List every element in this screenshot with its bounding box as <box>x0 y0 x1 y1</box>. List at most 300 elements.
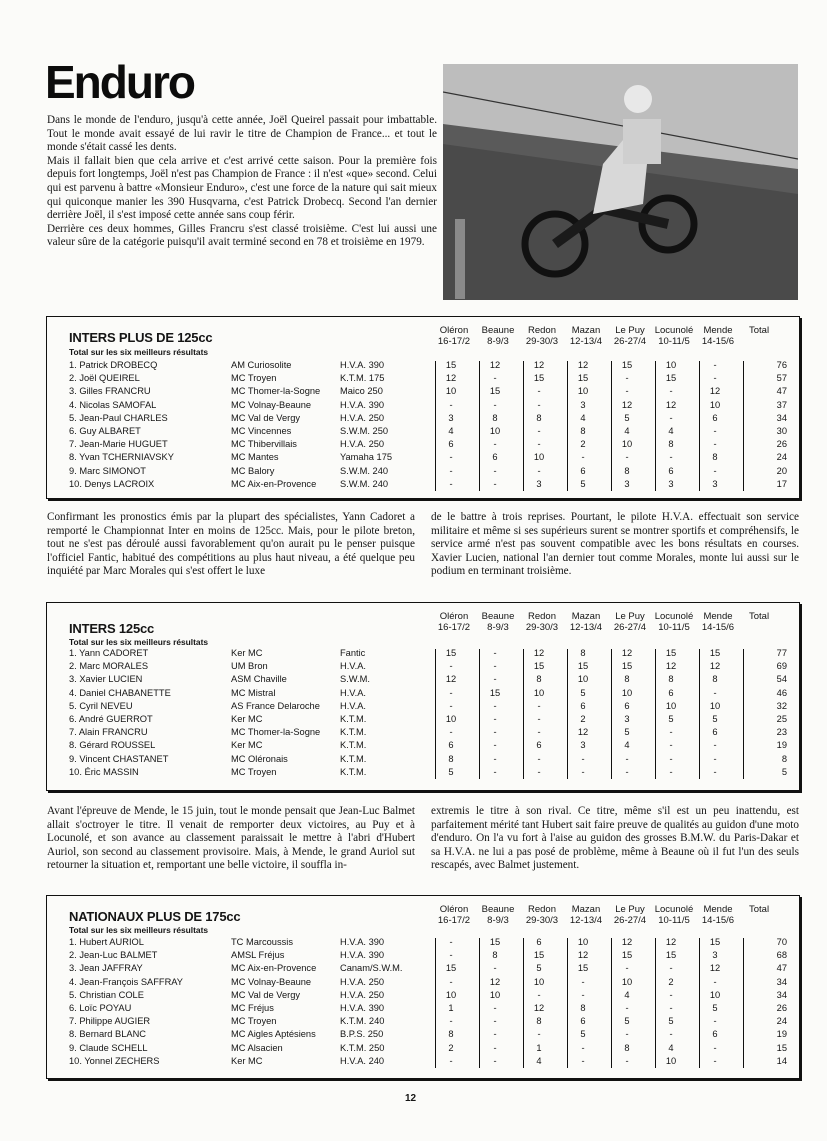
article-text-1 <box>47 511 799 579</box>
event-points: 12 <box>445 373 457 384</box>
total-points: 15 <box>776 1042 787 1053</box>
column-divider <box>523 361 524 491</box>
table-row <box>47 990 799 1003</box>
event-points: 4 <box>536 1055 542 1066</box>
motorcycle: S.W.M. 250 <box>340 426 389 436</box>
event-points: 4 <box>624 426 630 436</box>
total-points: 54 <box>776 674 787 685</box>
intro-text <box>47 114 437 250</box>
event-points: - <box>449 452 453 463</box>
total-points: 23 <box>776 727 787 738</box>
event-points: 12 <box>577 360 589 370</box>
column-divider <box>655 649 656 779</box>
event-points: 12 <box>665 399 677 410</box>
motorcycle: Fantic <box>340 648 366 658</box>
event-points: 3 <box>536 478 542 489</box>
event-points: 5 <box>624 412 630 423</box>
event-points: 15 <box>445 963 457 974</box>
event-points: 1 <box>536 1042 542 1053</box>
event-points: 2 <box>448 1042 454 1053</box>
event-points: 10 <box>621 439 633 450</box>
event-name: Mende <box>703 611 733 622</box>
rider-name: 5. Cyril NEVEU <box>69 700 133 711</box>
event-points: 8 <box>536 412 542 423</box>
total-points: 30 <box>776 426 787 436</box>
rider-name: 5. Jean-Paul CHARLES <box>69 412 168 423</box>
event-points: 6 <box>448 740 454 751</box>
event-points: - <box>669 452 673 463</box>
event-points: - <box>493 1003 497 1013</box>
results-table-inters-125 <box>46 602 800 791</box>
event-points: - <box>493 478 497 489</box>
total-header: Total <box>749 325 770 336</box>
event-points: - <box>493 661 497 672</box>
event-date: 8-9/3 <box>487 915 509 926</box>
event-points: - <box>669 989 673 1000</box>
event-points: - <box>713 360 717 370</box>
event-points: 8 <box>448 1029 454 1040</box>
rider-name: 7. Philippe AUGIER <box>69 1016 151 1027</box>
event-points: 8 <box>580 1003 586 1013</box>
club-name: MC Troyen <box>231 766 277 777</box>
event-points: 8 <box>624 674 630 685</box>
event-points: - <box>625 373 629 384</box>
event-points: 10 <box>577 386 589 397</box>
motorcycle: H.V.A. 390 <box>340 360 385 370</box>
event-date: 10-11/5 <box>658 336 690 347</box>
motorcycle: K.T.M. 250 <box>340 1042 385 1053</box>
table-row <box>47 963 799 976</box>
event-name: Le Puy <box>615 325 645 336</box>
event-points: - <box>493 465 497 476</box>
column-header <box>561 904 611 926</box>
event-points: 10 <box>533 976 545 987</box>
column-header <box>473 325 523 347</box>
event-date: 8-9/3 <box>487 336 509 347</box>
club-name: Ker MC <box>231 740 263 751</box>
event-points: - <box>449 700 453 711</box>
total-points: 24 <box>776 452 787 463</box>
rider-name: 9. Vincent CHASTANET <box>69 753 169 764</box>
paragraph: extremis le titre à son rival. Ce titre, même s'il est un peu inattendu, est parfaitement mérité tant Hubert sait faire preuve de qualités au guidon d'une moto d'enduro. On l'a vu fort à l'aise au guidon des grosses B.M.W. du Paris-Dakar et sa H.V.A. ne lui a pas posé de problème, même à Beaune où il fut l'un des seuls rescapés, avec Balmet justement. <box>431 805 799 872</box>
event-points: 3 <box>712 950 718 961</box>
event-points: - <box>713 976 717 987</box>
column-divider <box>611 361 612 491</box>
event-points: - <box>581 1042 585 1053</box>
club-name: Ker MC <box>231 1055 263 1066</box>
column-header <box>429 904 479 926</box>
event-points: 12 <box>621 648 633 658</box>
event-date: 8-9/3 <box>487 622 509 633</box>
total-points: 17 <box>776 478 787 489</box>
event-points: - <box>713 740 717 751</box>
club-name: MC Aix-en-Provence <box>231 478 317 489</box>
event-points: 3 <box>580 399 586 410</box>
column-header <box>649 325 699 347</box>
club-name: MC Aigles Aptésiens <box>231 1029 316 1040</box>
table-row <box>47 386 799 399</box>
event-name: Mende <box>703 325 733 336</box>
club-name: MC Fréjus <box>231 1003 274 1013</box>
column-header <box>473 904 523 926</box>
event-date: 29-30/3 <box>525 915 559 926</box>
motorcycle: H.V.A. 250 <box>340 989 385 1000</box>
event-points: 10 <box>665 360 677 370</box>
column-divider <box>435 361 436 491</box>
rider-name: 7. Jean-Marie HUGUET <box>69 439 168 450</box>
event-points: 2 <box>580 439 586 450</box>
event-points: - <box>493 740 497 751</box>
table-row <box>47 1016 799 1029</box>
total-header: Total <box>749 904 770 915</box>
event-points: 5 <box>580 478 586 489</box>
event-date: 29-30/3 <box>525 336 559 347</box>
table-subtitle: Total sur les six meilleurs résultats <box>69 347 209 357</box>
column-header <box>517 611 567 633</box>
event-date: 26-27/4 <box>613 915 647 926</box>
event-date: 16-17/2 <box>437 622 471 633</box>
club-name: MC Volnay-Beaune <box>231 399 312 410</box>
event-points: - <box>713 426 717 436</box>
event-points: - <box>449 976 453 987</box>
event-name: Oléron <box>439 325 469 336</box>
column-divider <box>479 361 480 491</box>
rider-name: 10. Denys LACROIX <box>69 478 155 489</box>
total-points: 37 <box>776 399 787 410</box>
table-row <box>47 701 799 714</box>
event-points: - <box>493 373 497 384</box>
event-points: - <box>449 399 453 410</box>
event-points: 3 <box>624 714 630 724</box>
event-name: Beaune <box>481 904 515 915</box>
total-points: 68 <box>776 950 787 961</box>
event-points: 15 <box>577 373 589 384</box>
event-points: - <box>449 950 453 961</box>
column-divider <box>479 938 480 1068</box>
table-row <box>47 479 799 492</box>
total-points: 14 <box>776 1055 787 1066</box>
event-points: - <box>449 1016 453 1027</box>
event-points: 8 <box>448 753 454 764</box>
rider-name: 4. Daniel CHABANETTE <box>69 687 171 698</box>
event-points: 4 <box>624 740 630 751</box>
table-row <box>47 426 799 439</box>
rider-name: 1. Yann CADORET <box>69 648 149 658</box>
event-name: Le Puy <box>615 904 645 915</box>
motorcycle: K.T.M. <box>340 714 367 724</box>
table-row <box>47 1043 799 1056</box>
club-name: Ker MC <box>231 714 263 724</box>
event-points: 10 <box>533 687 545 698</box>
event-points: - <box>625 1003 629 1013</box>
event-points: - <box>537 700 541 711</box>
table-row <box>47 1056 799 1069</box>
event-points: 15 <box>665 950 677 961</box>
club-name: MC Val de Vergy <box>231 989 301 1000</box>
event-points: 15 <box>665 648 677 658</box>
event-points: - <box>449 661 453 672</box>
event-points: 10 <box>577 937 589 947</box>
rider-name: 10. Éric MASSIN <box>69 766 139 777</box>
event-points: - <box>669 727 673 738</box>
event-points: 8 <box>668 674 674 685</box>
event-points: - <box>493 700 497 711</box>
event-points: - <box>713 687 717 698</box>
total-points: 8 <box>781 753 787 764</box>
event-name: Redon <box>528 904 556 915</box>
club-name: MC Thibervillais <box>231 439 297 450</box>
event-points: 8 <box>492 412 498 423</box>
intro-paragraph: Derrière ces deux hommes, Gilles Francru s'est classé troisième. C'est lui aussi une valeur sûre de la catégorie puisqu'il avait terminé second en 78 et troisième en 1979. <box>47 222 437 249</box>
column-divider <box>567 361 568 491</box>
column-divider <box>523 649 524 779</box>
rider-name: 2. Marc MORALES <box>69 661 149 672</box>
event-points: 8 <box>536 674 542 685</box>
rider-name: 4. Nicolas SAMOFAL <box>69 399 157 410</box>
column-header <box>429 611 479 633</box>
event-points: - <box>581 1055 585 1066</box>
event-points: 15 <box>709 937 721 947</box>
event-name: Locunolé <box>654 325 694 336</box>
rider-name: 6. Loïc POYAU <box>69 1003 132 1013</box>
event-points: 6 <box>536 937 542 947</box>
event-points: 6 <box>668 465 674 476</box>
event-points: - <box>669 386 673 397</box>
event-points: - <box>537 989 541 1000</box>
intro-paragraph: Mais il fallait bien que cela arrive et c'est arrivé cette saison. Pour la première fois depuis fort longtemps, Joël n'est pas Champion de France : il n'est «que» second. Celui qui est parvenu à battre «Monsieur Enduro», c'est une force de la nature qui sait mieux qui quiconque manier les 390 Husqvarna, c'est Patrick Drobecq. Second l'an dernier derrière Joël, il s'est imposé cette année sans coup férir. <box>47 154 437 222</box>
event-points: 15 <box>665 373 677 384</box>
event-points: - <box>625 452 629 463</box>
event-points: - <box>625 753 629 764</box>
event-points: 6 <box>580 465 586 476</box>
club-name: UM Bron <box>231 661 268 672</box>
event-points: - <box>449 478 453 489</box>
club-name: MC Oléronais <box>231 753 288 764</box>
event-name: Beaune <box>481 611 515 622</box>
total-points: 26 <box>776 439 787 450</box>
page-title: Enduro <box>45 56 194 108</box>
column-header <box>517 904 567 926</box>
motorcycle: K.T.M. <box>340 727 367 738</box>
total-points: 32 <box>776 700 787 711</box>
event-points: - <box>493 1016 497 1027</box>
event-points: 12 <box>445 674 457 685</box>
event-points: 8 <box>580 426 586 436</box>
table-row <box>47 466 799 479</box>
column-divider <box>479 649 480 779</box>
event-points: 15 <box>577 661 589 672</box>
rider-name: 2. Jean-Luc BALMET <box>69 950 158 961</box>
rider-name: 4. Jean-François SAFFRAY <box>69 976 184 987</box>
column-header <box>561 611 611 633</box>
motorcycle: Yamaha 175 <box>340 452 393 463</box>
event-points: - <box>493 1042 497 1053</box>
event-date: 10-11/5 <box>658 915 690 926</box>
event-points: 10 <box>709 989 721 1000</box>
column-divider <box>655 361 656 491</box>
table-row <box>47 714 799 727</box>
club-name: AS France Delaroche <box>231 700 320 711</box>
motorcycle: K.T.M. <box>340 766 367 777</box>
total-points: 25 <box>776 714 787 724</box>
club-name: MC Troyen <box>231 373 277 384</box>
event-points: 12 <box>709 963 721 974</box>
event-points: - <box>581 976 585 987</box>
event-points: - <box>493 727 497 738</box>
column-header <box>649 904 699 926</box>
rider-name: 1. Hubert AURIOL <box>69 937 144 947</box>
results-table-nationaux-plus-175 <box>46 895 800 1079</box>
paragraph: Confirmant les pronostics émis par la plupart des spécialistes, Yann Cadoret a remporté le Championnat Inter en moins de 125cc. Mais, pour le pilote breton, tout ne s'est pas déroulé aussi favorablement qu'on aurait pu le penser puisque l'officiel Fantic, habitué des compétitions au plus haut niveau, a été quelque peu inquiété par Marc Morales qui s'est offert le luxe <box>47 511 415 578</box>
page-number: 12 <box>405 1093 417 1104</box>
event-date: 12-13/4 <box>569 336 603 347</box>
event-points: - <box>449 687 453 698</box>
rider-name: 3. Gilles FRANCRU <box>69 386 151 397</box>
event-points: - <box>581 766 585 777</box>
motorcycle: K.T.M. 175 <box>340 373 385 384</box>
event-points: 8 <box>712 452 718 463</box>
event-points: 10 <box>665 1055 677 1066</box>
intro-paragraph: Dans le monde de l'enduro, jusqu'à cette année, Joël Queirel passait pour imbattable. Tout le monde avait essayé de lui ravir le titre de Champion de France... et tout le monde s'était cassé les dents. <box>47 114 437 154</box>
total-points: 47 <box>776 386 787 397</box>
event-points: - <box>669 963 673 974</box>
results-table-inters-plus-125 <box>46 316 800 499</box>
column-header <box>693 325 743 347</box>
column-header <box>473 611 523 633</box>
event-points: 4 <box>668 426 674 436</box>
motorcycle: H.V.A. <box>340 700 367 711</box>
rider-name: 8. Yvan TCHERNIAVSKY <box>69 452 174 463</box>
rider-name: 6. André GUERROT <box>69 714 153 724</box>
club-name: MC Aix-en-Provence <box>231 963 317 974</box>
event-points: - <box>537 766 541 777</box>
rider-name: 8. Gérard ROUSSEL <box>69 740 156 751</box>
event-points: - <box>537 439 541 450</box>
event-points: 10 <box>489 426 501 436</box>
event-date: 12-13/4 <box>569 622 603 633</box>
motorcycle: Maico 250 <box>340 386 383 397</box>
total-points: 76 <box>776 360 787 370</box>
event-date: 16-17/2 <box>437 336 471 347</box>
paragraph: de le battre à trois reprises. Pourtant, le pilote H.V.A. effectuait son service militaire et même si ses supérieurs surent se montrer sportifs et compréhensifs, le service armé n'est pas souvent compatible avec les bons résultats en courses. Xavier Lucien, national l'an dernier tout comme Morales, monte lui aussi sur le podium en terminant troisième. <box>431 511 799 578</box>
event-name: Oléron <box>439 904 469 915</box>
rider-name: 3. Xavier LUCIEN <box>69 674 143 685</box>
column-header <box>605 325 655 347</box>
total-points: 34 <box>776 989 787 1000</box>
event-name: Locunolé <box>654 611 694 622</box>
table-row <box>47 439 799 452</box>
motorcycle: K.T.M. <box>340 740 367 751</box>
club-name: AMSL Fréjus <box>231 950 285 961</box>
motorcycle: K.T.M. <box>340 753 367 764</box>
event-date: 16-17/2 <box>437 915 471 926</box>
table-row <box>47 413 799 426</box>
event-points: - <box>713 439 717 450</box>
event-points: 10 <box>621 687 633 698</box>
event-points: 15 <box>577 963 589 974</box>
table-row <box>47 977 799 990</box>
event-points: - <box>669 1003 673 1013</box>
event-points: - <box>493 714 497 724</box>
event-points: 15 <box>709 648 721 658</box>
column-header <box>561 325 611 347</box>
event-points: - <box>625 1055 629 1066</box>
event-points: 12 <box>533 648 545 658</box>
event-points: - <box>669 740 673 751</box>
club-name: MC Troyen <box>231 1016 277 1027</box>
event-date: 10-11/5 <box>658 622 690 633</box>
column-header <box>693 904 743 926</box>
total-points: 24 <box>776 1016 787 1027</box>
event-points: - <box>581 989 585 1000</box>
club-name: MC Thomer-la-Sogne <box>231 727 321 738</box>
column-divider <box>435 649 436 779</box>
event-points: 12 <box>533 1003 545 1013</box>
motorcycle: H.V.A. 390 <box>340 950 385 961</box>
event-points: 5 <box>580 1029 586 1040</box>
event-points: 15 <box>489 687 501 698</box>
column-divider <box>699 649 700 779</box>
event-date: 26-27/4 <box>613 336 647 347</box>
event-points: 3 <box>668 478 674 489</box>
event-points: 4 <box>448 426 454 436</box>
event-points: 6 <box>712 412 718 423</box>
event-points: 10 <box>445 989 457 1000</box>
event-name: Redon <box>528 611 556 622</box>
event-points: 5 <box>668 714 674 724</box>
event-points: 15 <box>621 360 633 370</box>
motorcycle: Canam/S.W.M. <box>340 963 403 974</box>
total-points: 70 <box>776 937 787 947</box>
column-header <box>693 611 743 633</box>
table-row <box>47 452 799 465</box>
event-points: - <box>493 399 497 410</box>
column-divider <box>435 938 436 1068</box>
column-header <box>605 611 655 633</box>
event-points: - <box>625 386 629 397</box>
motorcycle: S.W.M. 240 <box>340 465 389 476</box>
event-points: - <box>493 648 497 658</box>
motorcycle: S.W.M. <box>340 674 370 685</box>
event-date: 14-15/6 <box>701 915 735 926</box>
column-divider <box>611 938 612 1068</box>
table-row <box>47 727 799 740</box>
event-points: 10 <box>577 674 589 685</box>
event-points: 15 <box>489 386 501 397</box>
event-points: 5 <box>624 727 630 738</box>
event-points: 15 <box>621 661 633 672</box>
event-points: - <box>669 1029 673 1040</box>
event-points: - <box>537 386 541 397</box>
club-name: MC Volnay-Beaune <box>231 976 312 987</box>
column-divider <box>523 938 524 1068</box>
event-date: 29-30/3 <box>525 622 559 633</box>
event-points: - <box>713 373 717 384</box>
event-points: - <box>625 963 629 974</box>
table-row <box>47 740 799 753</box>
event-points: 12 <box>621 399 633 410</box>
total-points: 77 <box>776 648 787 658</box>
event-points: 8 <box>624 465 630 476</box>
motorcycle: B.P.S. 250 <box>340 1029 384 1040</box>
event-points: 6 <box>712 727 718 738</box>
event-points: 12 <box>577 950 589 961</box>
event-points: 2 <box>668 976 674 987</box>
event-points: - <box>537 399 541 410</box>
total-points: 34 <box>776 412 787 423</box>
total-points: 19 <box>776 740 787 751</box>
paragraph: Avant l'épreuve de Mende, le 15 juin, tout le monde pensait que Jean-Luc Balmet allait s'octroyer le titre. Il venait de remporter deux victoires, au Puy et à Locunolé, et son avance au classement paraissait le mettre à l'abri d'Hubert Auriol, son second au classement provisoire. Mais, à Mende, le grand Auriol sut retourner la situation et, remportant une belle victoire, il souffla in- <box>47 805 415 872</box>
